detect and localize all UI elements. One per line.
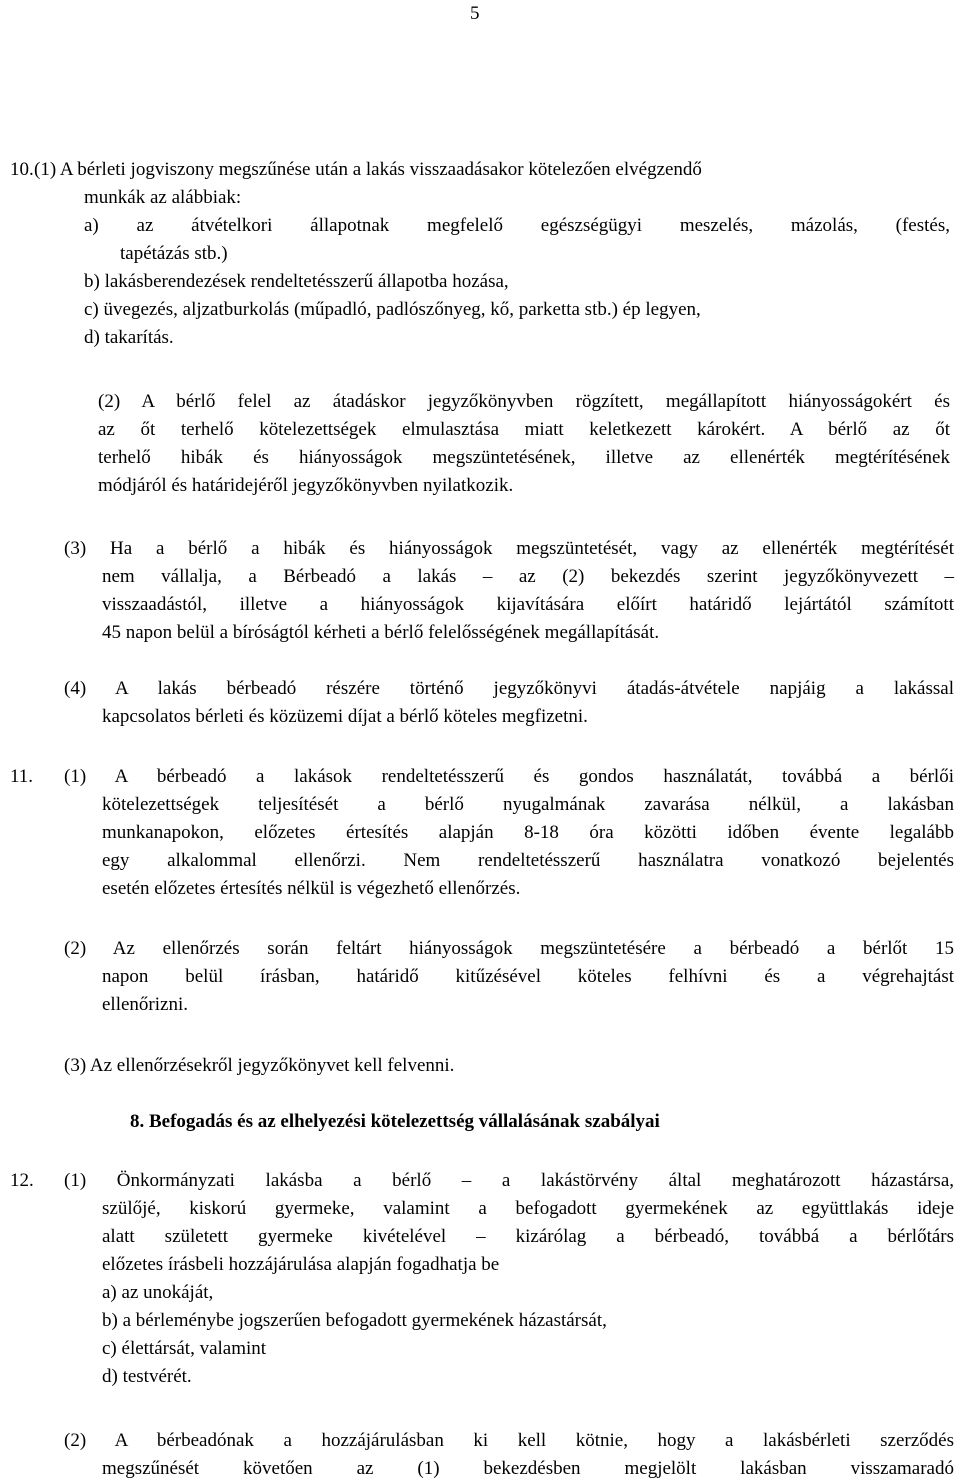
text-line: (3) Az ellenőrzésekről jegyzőkönyvet kell felvenni. — [64, 1055, 455, 1076]
item11-para2 — [64, 935, 954, 1019]
item12-para1 — [64, 1167, 954, 1391]
text-line: 45 napon belül a bíróságtól kérheti a bérlő felelősségének megállapítását. — [102, 622, 660, 643]
text-line: (1) Önkormányzati lakásba a bérlő – a lakástörvény által meghatározott házastársa, — [64, 1170, 954, 1191]
text-line: kapcsolatos bérleti és közüzemi díjat a bérlő köteles megfizetni. — [102, 706, 588, 727]
section-title: 8. Befogadás és az elhelyezési kötelezettség vállalásának szabályai — [130, 1111, 660, 1132]
text-line: a) az átvételkori állapotnak megfelelő egészségügyi meszelés, mázolás, (festés, — [84, 215, 950, 236]
text-line: a) az unokáját, — [102, 1282, 214, 1303]
text-line: alatt született gyermeke kivételével – kizárólag a bérbeadó, továbbá a bérlőtárs — [102, 1226, 954, 1247]
item11-para3 — [64, 1052, 954, 1080]
text-line: (2) Az ellenőrzés során feltárt hiányosságok megszüntetésére a bérbeadó a bérlőt 15 — [64, 938, 954, 959]
text-line: (3) Ha a bérlő a hibák és hiányosságok megszüntetését, vagy az ellenérték megtérítését — [64, 538, 954, 559]
item12-para2 — [64, 1427, 954, 1483]
text-line: munkák az alábbiak: — [84, 187, 242, 208]
text-line: d) takarítás. — [84, 327, 174, 348]
text-line: (1) A bérleti jogviszony megszűnése után a lakás visszaadásakor kötelezően elvégzendő — [34, 159, 702, 180]
text-line: nem vállalja, a Bérbeadó a lakás – az (2) bekezdés szerint jegyzőkönyvezett – — [102, 566, 954, 587]
text-line: előzetes írásbeli hozzájárulása alapján fogadhatja be — [102, 1254, 500, 1275]
text-line: egy alkalommal ellenőrzi. Nem rendeltetésszerű használatra vonatkozó bejelentés — [102, 850, 954, 871]
text-line: esetén előzetes értesítés nélkül is végezhető ellenőrzés. — [102, 878, 521, 899]
text-line: módjáról és határidejéről jegyzőkönyvben nyilatkozik. — [98, 475, 514, 496]
text-line: c) élettársát, valamint — [102, 1338, 267, 1359]
text-line: b) lakásberendezések rendeltetésszerű állapotba hozása, — [84, 271, 509, 292]
text-line: b) a bérleménybe jogszerűen befogadott gyermekének házastársát, — [102, 1310, 607, 1331]
text-line: c) üvegezés, aljzatburkolás (műpadló, padlószőnyeg, kő, parketta stb.) ép legyen, — [84, 299, 701, 320]
text-line: terhelő hibák és hiányosságok megszüntetésének, illetve az ellenérték megtérítésének — [98, 447, 950, 468]
text-line: ellenőrizni. — [102, 994, 188, 1015]
text-line: munkanapokon, előzetes értesítés alapján 8-18 óra közötti időben évente legalább — [102, 822, 954, 843]
page-number: 5 — [470, 3, 480, 24]
text-line: (2) A bérlő felel az átadáskor jegyzőkönyvben rögzített, megállapított hiányosságokért és — [98, 391, 950, 412]
text-line: d) testvérét. — [102, 1366, 192, 1387]
text-line: (4) A lakás bérbeadó részére történő jegyzőkönyvi átadás-átvétele napjáig a lakással — [64, 678, 954, 699]
item-number-11: 11. — [10, 766, 34, 787]
text-line: tapétázás stb.) — [120, 243, 228, 264]
item10-para3 — [64, 535, 954, 647]
item10-para2 — [98, 388, 950, 500]
item-number-12: 12. — [10, 1170, 34, 1191]
text-line: (1) A bérbeadó a lakások rendeltetésszerű és gondos használatát, továbbá a bérlői — [64, 766, 954, 787]
text-line: napon belül írásban, határidő kitűzésével köteles felhívni és a végrehajtást — [102, 966, 954, 987]
item11-para1 — [64, 763, 954, 903]
text-line: az őt terhelő kötelezettségek elmulasztása miatt keletkezett károkért. A bérlő az őt — [98, 419, 950, 440]
text-line: szülőjé, kiskorú gyermeke, valamint a befogadott gyermekének az együttlakás ideje — [102, 1198, 954, 1219]
item10-para4 — [64, 675, 954, 731]
item-number-10: 10. — [10, 159, 34, 180]
text-line: (2) A bérbeadónak a hozzájárulásban ki kell kötnie, hogy a lakásbérleti szerződés — [64, 1430, 954, 1451]
item10-para1 — [34, 156, 950, 352]
text-line: kötelezettségek teljesítését a bérlő nyugalmának zavarása nélkül, a lakásban — [102, 794, 954, 815]
text-line: visszaadástól, illetve a hiányosságok kijavítására előírt határidő lejártától számított — [102, 594, 954, 615]
text-line: megszűnését követően az (1) bekezdésben megjelölt lakásban visszamaradó — [102, 1458, 954, 1479]
